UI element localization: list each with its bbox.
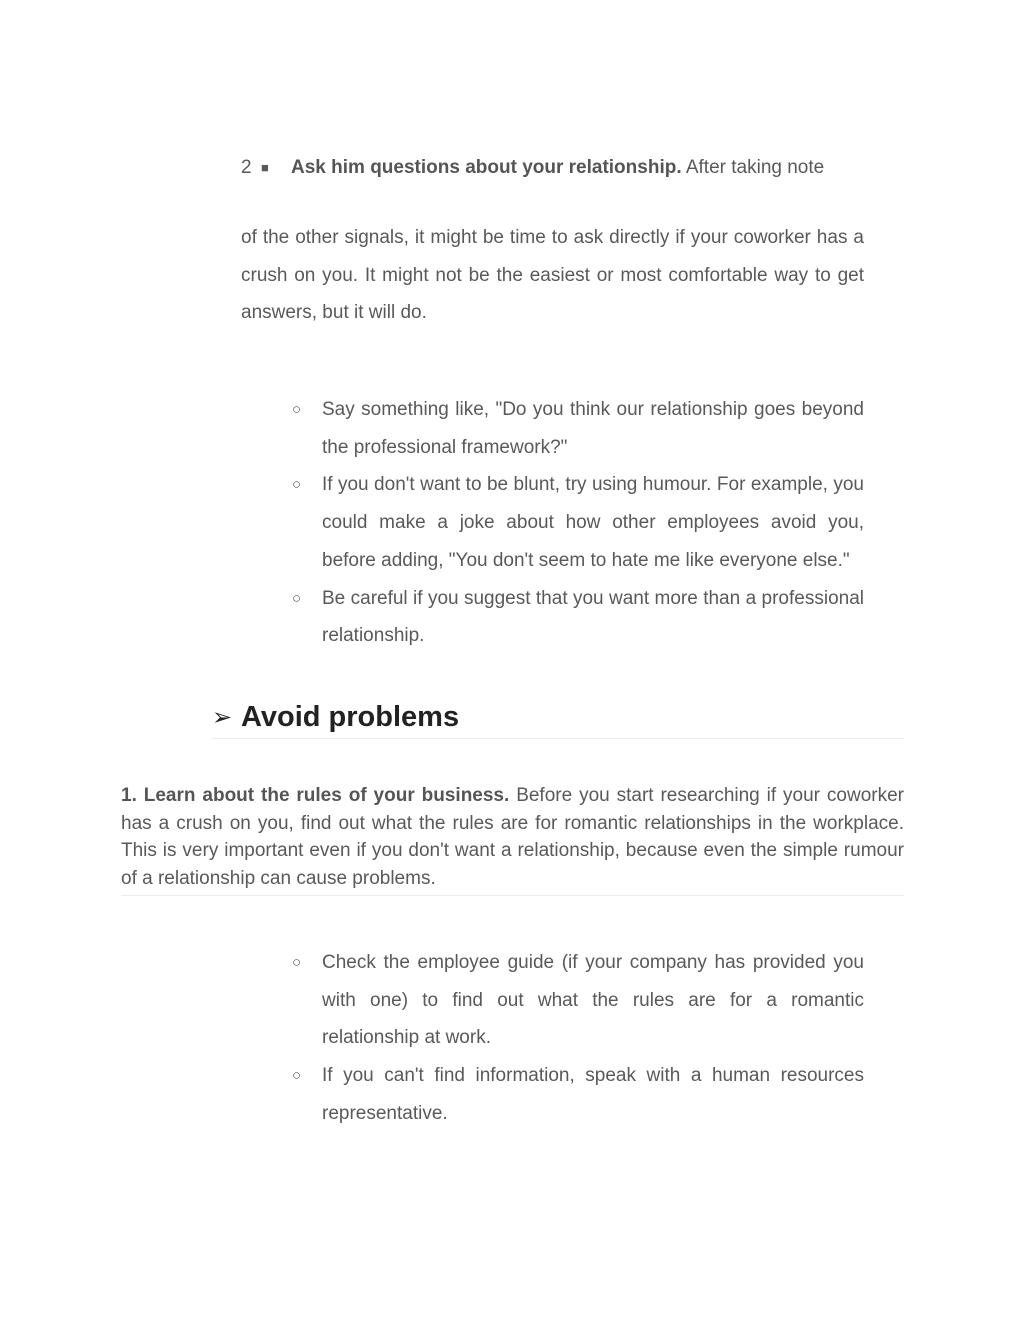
list-item (292, 944, 864, 1057)
section-title: Avoid problems (241, 701, 460, 733)
rule-body-text: Before you start researching if your coworker has a crush on you, find out what the rules are for romantic relationships in the workplace. This is very important even if you don't want a relationship, because even the simple rumour of a relationship can cause problems. (121, 785, 904, 890)
step-lead-text: After taking note (685, 157, 825, 178)
list-item-text: If you don't want to be blunt, try using humour. For example, you could make a joke about how other employees avoid you, before adding, "You don't seem to hate me like everyone else." (322, 474, 864, 571)
step-2-continuation: of the other signals, it might be time to ask directly if your coworker has a crush on you. It might not be the easiest or most comfortable way to get answers, but it will do. (241, 227, 864, 324)
step-bold-text: Ask him questions about your relationship. (291, 157, 682, 178)
step-2-line (241, 155, 864, 181)
list-item (292, 1057, 864, 1132)
list-item (292, 391, 864, 466)
arrow-bullet-icon: ➢ (212, 704, 233, 731)
circle-bullet-icon: ○ (292, 401, 302, 418)
rules-list (292, 944, 864, 1133)
section-heading (212, 698, 904, 739)
circle-bullet-icon: ○ (292, 954, 302, 971)
list-item-text: Check the employee guide (if your company has provided you with one) to find out what the rules are for a romantic relationship at work. (322, 952, 864, 1049)
circle-bullet-icon: ○ (292, 1067, 302, 1085)
circle-bullet-icon: ○ (292, 476, 302, 494)
list-item-text: If you can't find information, speak with a human resources representative. (322, 1065, 864, 1124)
rule-paragraph (121, 782, 904, 896)
list-item (292, 580, 864, 655)
rule-bold-text: 1. Learn about the rules of your business. (121, 785, 510, 806)
step-text (291, 155, 864, 181)
circle-bullet-icon: ○ (292, 589, 302, 607)
square-bullet-icon: ■ (261, 160, 269, 175)
list-item-text: Be careful if you suggest that you want more than a professional relationship. (322, 587, 864, 647)
step-number: 2 (241, 157, 252, 178)
list-item-text: Say something like, "Do you think our relationship goes beyond the professional framework?" (322, 399, 864, 458)
tips-list (292, 391, 864, 655)
list-item (292, 466, 864, 579)
